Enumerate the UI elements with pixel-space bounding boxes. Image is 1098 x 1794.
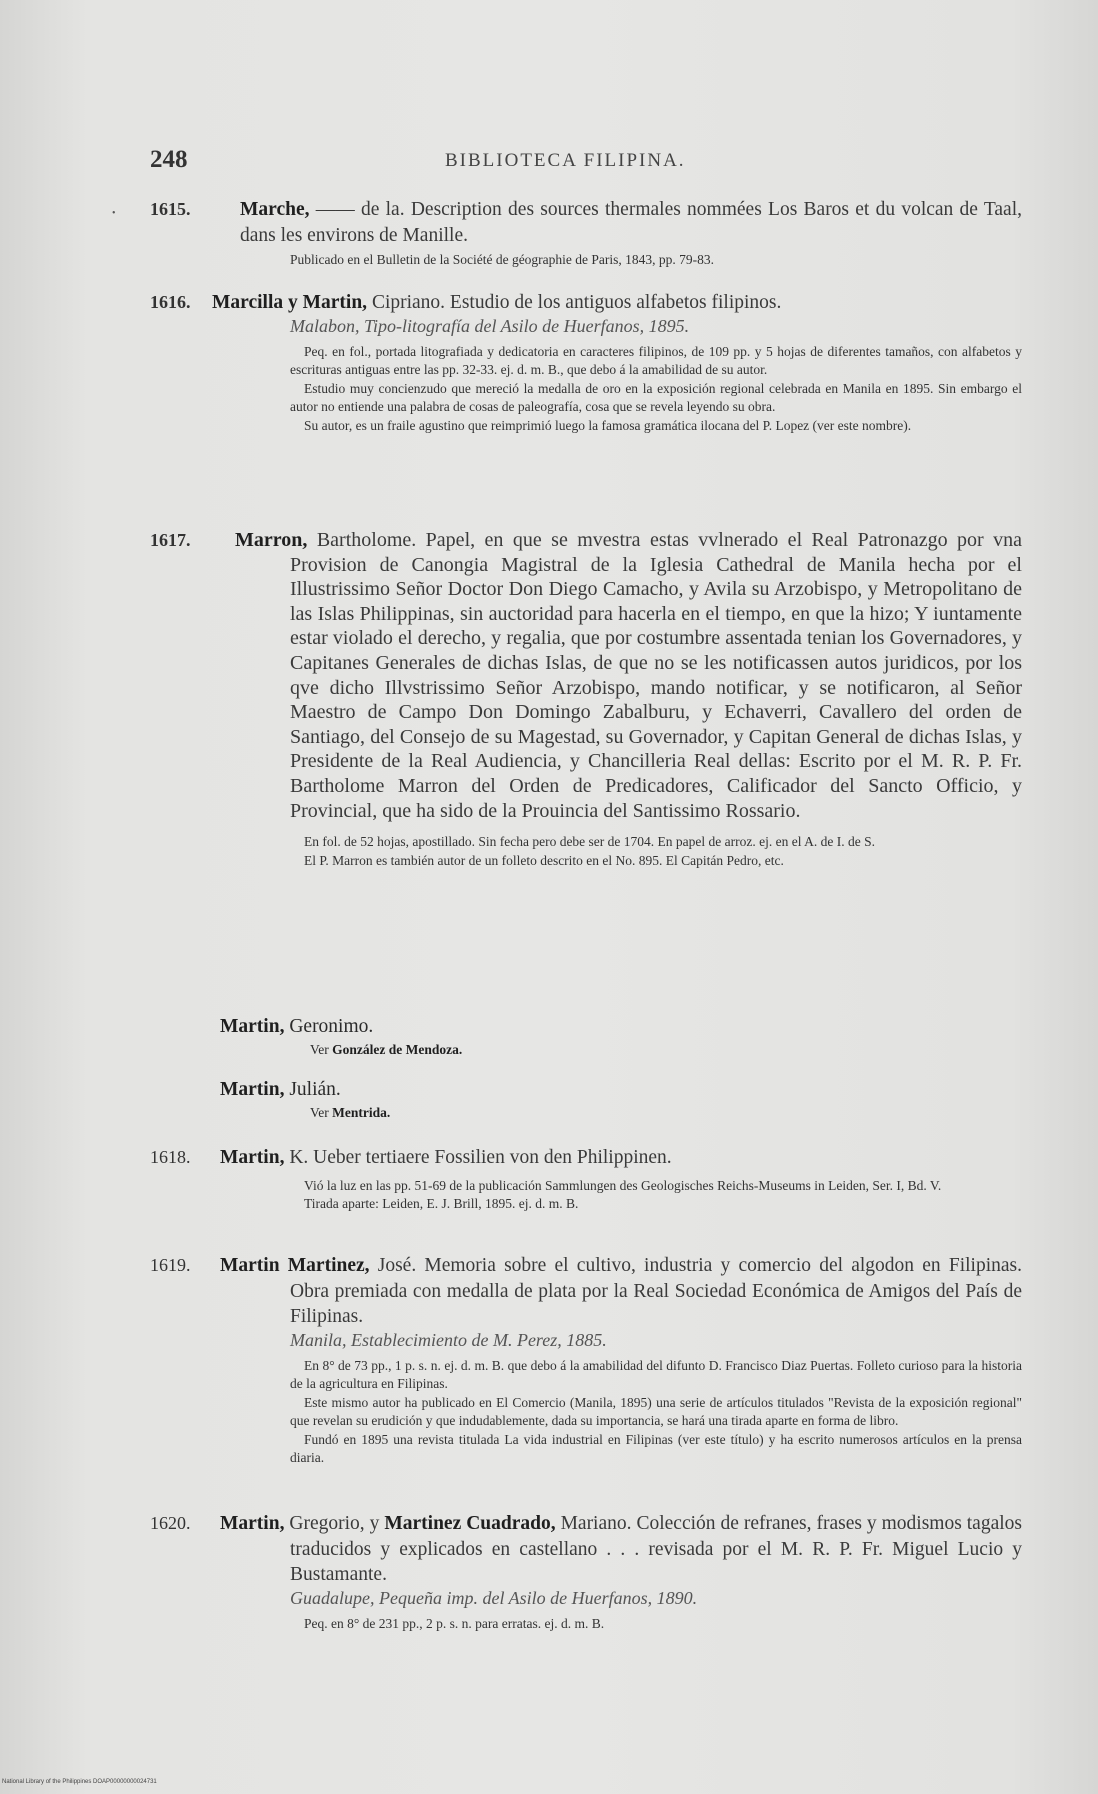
note-paragraph: Fundó en 1895 una revista titulada La vida industrial en Filipinas (ver este título) y ha escrito numerosos artículos en la prensa diaria.: [290, 1431, 1022, 1465]
page-header: [150, 146, 1020, 178]
entry-number: 1616.: [150, 292, 191, 312]
entry-author: Marche,: [240, 199, 310, 220]
entry-1619: [150, 1253, 1022, 1468]
xref-heading: Martin, Geronimo.: [220, 1016, 374, 1037]
xref-martin-geronimo: [220, 1016, 1092, 1058]
entry-author: Marcilla y Martin,: [212, 292, 368, 313]
entry-author: Martin,: [220, 1513, 285, 1534]
entry-notes: [150, 833, 1022, 870]
entry-imprint: Manila, Establecimiento de M. Perez, 1885.: [290, 1329, 607, 1350]
note-paragraph: Tirada aparte: Leiden, E. J. Brill, 1895. ej. d. m. B.: [304, 1196, 579, 1211]
entry-notes: [150, 343, 1022, 436]
running-title: BIBLIOTECA FILIPINA.: [445, 150, 686, 171]
note-paragraph: Peq. en 8° de 231 pp., 2 p. s. n. para erratas. ej. d. m. B.: [304, 1615, 605, 1631]
entry-number: 1617.: [150, 530, 191, 550]
entry-1618: [150, 1145, 1022, 1214]
note-paragraph: Su autor, es un fraile agustino que reimprimió luego la famosa gramática ilocana del P. Lopez (ver este nombre).: [304, 417, 912, 433]
note-paragraph: En 8° de 73 pp., 1 p. s. n. ej. d. m. B. que debo á la amabilidad del difunto D. Francisco Diaz Puertas. Folleto curioso para la historia de la agricultura en Filipinas.: [290, 1357, 1022, 1391]
entry-text: Marron, Bartholome. Papel, en que se mvestra estas vvlnerado el Real Patronazgo por vna Provision de Canongia Magistral de la Iglesia Cathedral de Manila hecha por el Illustrissimo Señor Doctor Don Diego Camacho, y Avila su Arzobispo, y Metropolitano de las Islas Philippinas, sin auctoridad para hacerla en el tiempo, en que la hizo; Y iuntamente estar violado el derecho, y regalia, que por costumbre assentada tenian los Governadores, y Capitanes Generales de dichas Islas, de que no se les notificassen autos juridicos, por los qve dicho Illvstrissimo Señor Arzobispo, mando notificar, y se notificaron, al Señor Maestro de Campo Don Domingo Zabalburu, y Echaverri, Cavallero del orden de Santiago, del Consejo de su Magestad, su Governador, y Capitan General de dichas Islas, y Presidente de la Real Audiencia, y Chancilleria Real dellas: Escrito por el M. R. P. Fr. Bartholome Marron del Orden de Predicadores, Calificador del Sancto Officio, y Provincial, que ha sido de la Prouincia del Santissimo Rossario.: [235, 529, 1022, 822]
entry-imprint: Guadalupe, Pequeña imp. del Asilo de Huerfanos, 1890.: [290, 1587, 698, 1608]
note-paragraph: Vió la luz en las pp. 51-69 de la publicación Sammlungen des Geologisches Reichs-Museums in Leiden, Ser. I, Bd. V.: [304, 1177, 942, 1193]
entry-text: Martin, K. Ueber tertiaere Fossilien von den Philippinen.: [220, 1147, 672, 1168]
xref-heading: Martin, Julián.: [220, 1079, 341, 1100]
entry-1617: [150, 528, 1022, 870]
entry-number: 1620.: [150, 1513, 191, 1533]
entry-author: Martin,: [220, 1147, 285, 1168]
entry-number: 1615.: [150, 199, 191, 219]
entry-notes: [150, 1177, 1022, 1214]
entry-1616: [150, 290, 1022, 435]
entry-notes: [150, 1615, 1022, 1634]
entry-1615: [150, 197, 1022, 270]
xref-target[interactable]: Mentrida.: [332, 1105, 391, 1120]
page-number: 248: [150, 146, 188, 173]
scan-footer: National Library of the Philippines DOAP00000000024731: [2, 1779, 157, 1785]
entry-notes: [150, 1357, 1022, 1468]
entry-text: Martin Martinez, José. Memoria sobre el cultivo, industria y comercio del algodon en Filipinas. Obra premiada con medalla de plata por la Real Sociedad Económica de Amigos del País de Filipinas.: [220, 1255, 1022, 1327]
entry-text: Martin, Gregorio, y Martinez Cuadrado, Mariano. Colección de refranes, frases y modismos tagalos traducidos y explicados en castellano . . . revisada por el M. R. P. Fr. Miguel Lucio y Bustamante.: [220, 1513, 1022, 1585]
note-paragraph: Estudio muy concienzudo que mereció la medalla de oro en la exposición regional celebrada en Manila en 1895. Sin embargo el autor no entiende una palabra de cosas de paleografía, cosa que se revela leyendo su obra.: [290, 380, 1022, 414]
note-paragraph: Este mismo autor ha publicado en El Comercio (Manila, 1895) una serie de artículos titulados "Revista de la exposición regional" que revelan su erudición y que indudablemente, dada su importancia, se hará una tirada aparte en forma de libro.: [290, 1394, 1022, 1428]
entry-number: 1619.: [150, 1255, 191, 1275]
entry-author: Marron,: [235, 529, 308, 551]
entry-number: 1618.: [150, 1147, 191, 1167]
entry-1620: [150, 1511, 1022, 1633]
xref-martin-julian: [220, 1079, 1092, 1121]
note-paragraph: Peq. en fol., portada litografiada y dedicatoria en caracteres filipinos, de 109 pp. y 5 hojas de diferentes tamaños, con alfabetos y escrituras antiguas entre las pp. 32-33. ej. d. m. B., que debo á la amabilidad de su autor.: [290, 343, 1022, 377]
margin-bullet-icon: •: [112, 208, 116, 219]
entry-author-2: Martinez Cuadrado,: [384, 1513, 556, 1534]
xref-target[interactable]: González de Mendoza.: [332, 1042, 463, 1057]
entry-author: Martin Martinez,: [220, 1255, 370, 1276]
note-paragraph: En fol. de 52 hojas, apostillado. Sin fecha pero debe ser de 1704. En papel de arroz. ej. en el A. de I. de S.: [304, 834, 875, 850]
note-paragraph: El P. Marron es también autor de un folleto descrito en el No. 895. El Capitán Pedro, etc.: [304, 852, 784, 868]
entry-text: Marche, —— de la. Description des sources thermales nommées Los Baros et du volcan de Taal, dans les environs de Manille.: [240, 199, 1022, 246]
entry-note: Publicado en el Bulletin de la Société de géographie de Paris, 1843, pp. 79-83.: [290, 252, 715, 267]
xref-see: Ver González de Mendoza.: [310, 1042, 463, 1057]
entry-imprint: Malabon, Tipo-litografía del Asilo de Huerfanos, 1895.: [290, 315, 690, 336]
entry-text: Marcilla y Martin, Cipriano. Estudio de los antiguos alfabetos filipinos.: [212, 292, 782, 313]
xref-see: Ver Mentrida.: [310, 1105, 391, 1120]
